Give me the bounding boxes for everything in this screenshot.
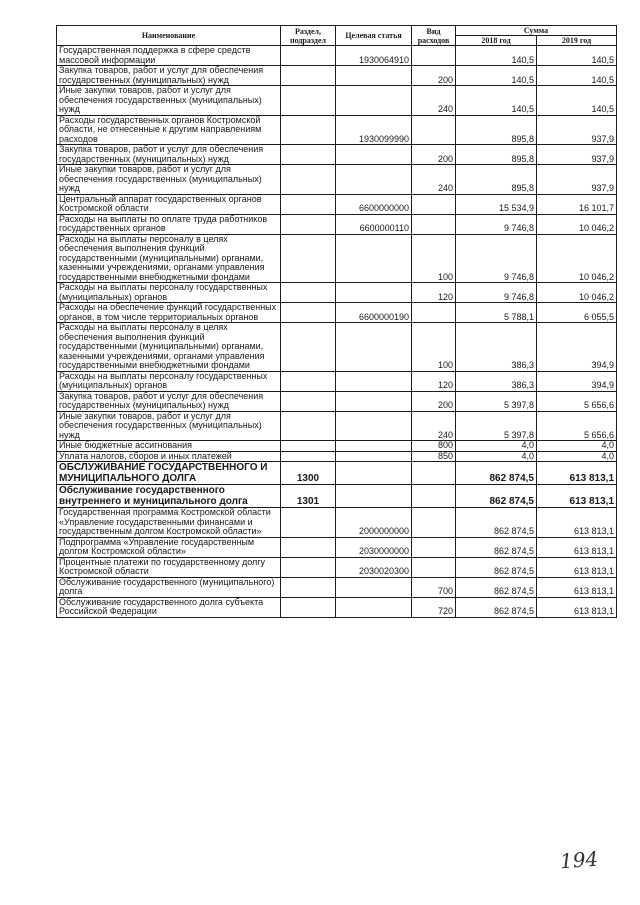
row-name: Расходы на выплаты персоналу в целях обеспечения выполнения функций государственными (муниципальными) органами, казенными учреждениями, органами управления государственными внебюджетными фондами	[57, 323, 281, 372]
row-name: Обслуживание государственного долга субъекта Российской Федерации	[57, 597, 281, 617]
row-section	[281, 508, 336, 538]
row-expense-type: 200	[412, 145, 456, 165]
row-amount-2018: 862 874,5	[456, 485, 537, 508]
row-amount-2018: 862 874,5	[456, 557, 537, 577]
row-expense-type	[412, 214, 456, 234]
row-target-code	[336, 234, 412, 283]
row-expense-type: 800	[412, 441, 456, 452]
row-expense-type: 240	[412, 86, 456, 116]
table-row	[57, 145, 617, 165]
row-name: Закупка товаров, работ и услуг для обеспечения государственных (муниципальных) нужд	[57, 66, 281, 86]
row-amount-2019: 10 046,2	[537, 283, 617, 303]
table-row	[57, 371, 617, 391]
row-name: Уплата налогов, сборов и иных платежей	[57, 451, 281, 462]
table-row	[57, 323, 617, 372]
row-expense-type: 240	[412, 165, 456, 195]
row-amount-2019: 613 813,1	[537, 485, 617, 508]
table-row	[57, 557, 617, 577]
row-amount-2019: 613 813,1	[537, 557, 617, 577]
row-amount-2018: 4,0	[456, 451, 537, 462]
row-amount-2019: 394,9	[537, 323, 617, 372]
row-name: Расходы на выплаты персоналу в целях обеспечения выполнения функций государственными (муниципальными) органами, казенными учреждениями, органами управления государственными внебюджетными фондами	[57, 234, 281, 283]
row-target-code: 1930099990	[336, 115, 412, 145]
header-year-2018: 2018 год	[456, 36, 537, 46]
row-section	[281, 283, 336, 303]
header-section: Раздел, подраздел	[281, 26, 336, 46]
row-target-code	[336, 145, 412, 165]
row-section	[281, 323, 336, 372]
row-section	[281, 194, 336, 214]
row-amount-2019: 10 046,2	[537, 234, 617, 283]
header-target: Целевая статья	[336, 26, 412, 46]
row-expense-type: 200	[412, 391, 456, 411]
handwritten-page-number: 194	[559, 846, 599, 874]
row-expense-type: 720	[412, 597, 456, 617]
table-row	[57, 485, 617, 508]
row-target-code	[336, 371, 412, 391]
row-target-code	[336, 597, 412, 617]
row-target-code	[336, 462, 412, 485]
row-target-code	[336, 451, 412, 462]
table-row	[57, 194, 617, 214]
row-amount-2019: 140,5	[537, 86, 617, 116]
table-row	[57, 214, 617, 234]
row-amount-2018: 862 874,5	[456, 577, 537, 597]
row-target-code: 2030000000	[336, 537, 412, 557]
row-expense-type	[412, 508, 456, 538]
row-amount-2018: 386,3	[456, 371, 537, 391]
row-name: Расходы на выплаты персоналу государственных (муниципальных) органов	[57, 283, 281, 303]
row-expense-type: 240	[412, 411, 456, 441]
row-amount-2018: 5 397,8	[456, 391, 537, 411]
row-section	[281, 66, 336, 86]
row-expense-type	[412, 303, 456, 323]
row-section	[281, 234, 336, 283]
row-section	[281, 303, 336, 323]
row-amount-2019: 16 101,7	[537, 194, 617, 214]
table-row	[57, 86, 617, 116]
row-section	[281, 441, 336, 452]
row-amount-2019: 613 813,1	[537, 537, 617, 557]
row-section: 1301	[281, 485, 336, 508]
row-target-code: 6600000110	[336, 214, 412, 234]
row-name: Иные бюджетные ассигнования	[57, 441, 281, 452]
row-amount-2019: 5 656,6	[537, 391, 617, 411]
row-name: Иные закупки товаров, работ и услуг для обеспечения государственных (муниципальных) нужд	[57, 411, 281, 441]
row-expense-type	[412, 194, 456, 214]
row-amount-2019: 613 813,1	[537, 577, 617, 597]
row-name: Обслуживание государственного внутреннего и муниципального долга	[57, 485, 281, 508]
row-section	[281, 86, 336, 116]
header-year-2019: 2019 год	[537, 36, 617, 46]
row-amount-2018: 9 746,8	[456, 234, 537, 283]
row-target-code	[336, 86, 412, 116]
row-amount-2018: 895,8	[456, 115, 537, 145]
row-expense-type	[412, 462, 456, 485]
row-amount-2019: 4,0	[537, 441, 617, 452]
row-target-code	[336, 323, 412, 372]
row-name: Обслуживание государственного (муниципального) долга	[57, 577, 281, 597]
row-expense-type: 100	[412, 234, 456, 283]
row-section	[281, 557, 336, 577]
row-name: Расходы на обеспечение функций государственных органов, в том числе территориальных органов	[57, 303, 281, 323]
header-sum: Сумма	[456, 26, 617, 36]
row-target-code: 1930064910	[336, 46, 412, 66]
row-name: Государственная программа Костромской области «Управление государственными финансами и государственным долгом Костромской области»	[57, 508, 281, 538]
table-row	[57, 283, 617, 303]
row-amount-2018: 140,5	[456, 86, 537, 116]
row-section	[281, 597, 336, 617]
row-name: Расходы государственных органов Костромской области, не отнесенные к другим направлениям расходов	[57, 115, 281, 145]
table-row	[57, 537, 617, 557]
table-row	[57, 391, 617, 411]
header-type: Вид расходов	[412, 26, 456, 46]
row-expense-type	[412, 485, 456, 508]
row-expense-type: 700	[412, 577, 456, 597]
table-row	[57, 165, 617, 195]
table-row	[57, 508, 617, 538]
row-target-code	[336, 411, 412, 441]
row-name: Иные закупки товаров, работ и услуг для обеспечения государственных (муниципальных) нужд	[57, 165, 281, 195]
table-row	[57, 411, 617, 441]
row-amount-2019: 4,0	[537, 451, 617, 462]
row-target-code	[336, 66, 412, 86]
row-amount-2019: 937,9	[537, 145, 617, 165]
row-section	[281, 145, 336, 165]
row-amount-2018: 15 534,9	[456, 194, 537, 214]
row-amount-2018: 862 874,5	[456, 597, 537, 617]
table-row	[57, 577, 617, 597]
table-row	[57, 451, 617, 462]
row-target-code: 6600000000	[336, 194, 412, 214]
row-amount-2019: 6 055,5	[537, 303, 617, 323]
row-name: Расходы на выплаты по оплате труда работников государственных органов	[57, 214, 281, 234]
row-amount-2018: 4,0	[456, 441, 537, 452]
row-section	[281, 214, 336, 234]
row-section	[281, 391, 336, 411]
row-target-code	[336, 165, 412, 195]
row-amount-2019: 937,9	[537, 165, 617, 195]
row-name: Закупка товаров, работ и услуг для обеспечения государственных (муниципальных) нужд	[57, 145, 281, 165]
row-name: ОБСЛУЖИВАНИЕ ГОСУДАРСТВЕННОГО И МУНИЦИПАЛЬНОГО ДОЛГА	[57, 462, 281, 485]
row-section	[281, 577, 336, 597]
row-name: Закупка товаров, работ и услуг для обеспечения государственных (муниципальных) нужд	[57, 391, 281, 411]
row-amount-2019: 140,5	[537, 66, 617, 86]
row-amount-2018: 9 746,8	[456, 283, 537, 303]
row-target-code	[336, 441, 412, 452]
row-amount-2018: 895,8	[456, 165, 537, 195]
row-name: Расходы на выплаты персоналу государственных (муниципальных) органов	[57, 371, 281, 391]
row-amount-2019: 613 813,1	[537, 462, 617, 485]
row-amount-2019: 10 046,2	[537, 214, 617, 234]
row-expense-type: 200	[412, 66, 456, 86]
row-amount-2018: 386,3	[456, 323, 537, 372]
row-expense-type: 100	[412, 323, 456, 372]
table-row	[57, 597, 617, 617]
row-amount-2018: 5 397,8	[456, 411, 537, 441]
row-amount-2018: 862 874,5	[456, 537, 537, 557]
row-amount-2018: 9 746,8	[456, 214, 537, 234]
row-amount-2019: 937,9	[537, 115, 617, 145]
table-row	[57, 115, 617, 145]
row-section	[281, 46, 336, 66]
row-section	[281, 451, 336, 462]
row-expense-type	[412, 115, 456, 145]
row-amount-2018: 140,5	[456, 46, 537, 66]
row-amount-2019: 140,5	[537, 46, 617, 66]
row-section: 1300	[281, 462, 336, 485]
table-body	[57, 46, 617, 618]
row-name: Государственная поддержка в сфере средств массовой информации	[57, 46, 281, 66]
table-row	[57, 303, 617, 323]
table-row	[57, 46, 617, 66]
row-name: Подпрограмма «Управление государственным долгом Костромской области»	[57, 537, 281, 557]
row-expense-type	[412, 557, 456, 577]
budget-table	[56, 25, 617, 618]
row-name: Центральный аппарат государственных органов Костромской области	[57, 194, 281, 214]
row-amount-2018: 862 874,5	[456, 462, 537, 485]
row-section	[281, 411, 336, 441]
row-target-code	[336, 283, 412, 303]
row-amount-2018: 862 874,5	[456, 508, 537, 538]
row-amount-2018: 140,5	[456, 66, 537, 86]
table-row	[57, 66, 617, 86]
row-amount-2019: 613 813,1	[537, 508, 617, 538]
row-expense-type: 850	[412, 451, 456, 462]
row-name: Иные закупки товаров, работ и услуг для обеспечения государственных (муниципальных) нужд	[57, 86, 281, 116]
row-target-code: 2000000000	[336, 508, 412, 538]
table-row	[57, 462, 617, 485]
row-target-code: 6600000190	[336, 303, 412, 323]
row-expense-type	[412, 537, 456, 557]
table-row	[57, 441, 617, 452]
row-amount-2019: 613 813,1	[537, 597, 617, 617]
row-name: Процентные платежи по государственному долгу Костромской области	[57, 557, 281, 577]
row-section	[281, 537, 336, 557]
row-target-code	[336, 391, 412, 411]
row-target-code	[336, 577, 412, 597]
row-section	[281, 165, 336, 195]
row-target-code	[336, 485, 412, 508]
row-amount-2019: 394,9	[537, 371, 617, 391]
row-section	[281, 371, 336, 391]
row-target-code: 2030020300	[336, 557, 412, 577]
table-row	[57, 234, 617, 283]
table-header-row	[57, 26, 617, 36]
row-expense-type: 120	[412, 371, 456, 391]
row-amount-2018: 5 788,1	[456, 303, 537, 323]
header-name: Наименование	[57, 26, 281, 46]
row-amount-2018: 895,8	[456, 145, 537, 165]
row-section	[281, 115, 336, 145]
row-expense-type: 120	[412, 283, 456, 303]
row-amount-2019: 5 656,6	[537, 411, 617, 441]
row-expense-type	[412, 46, 456, 66]
